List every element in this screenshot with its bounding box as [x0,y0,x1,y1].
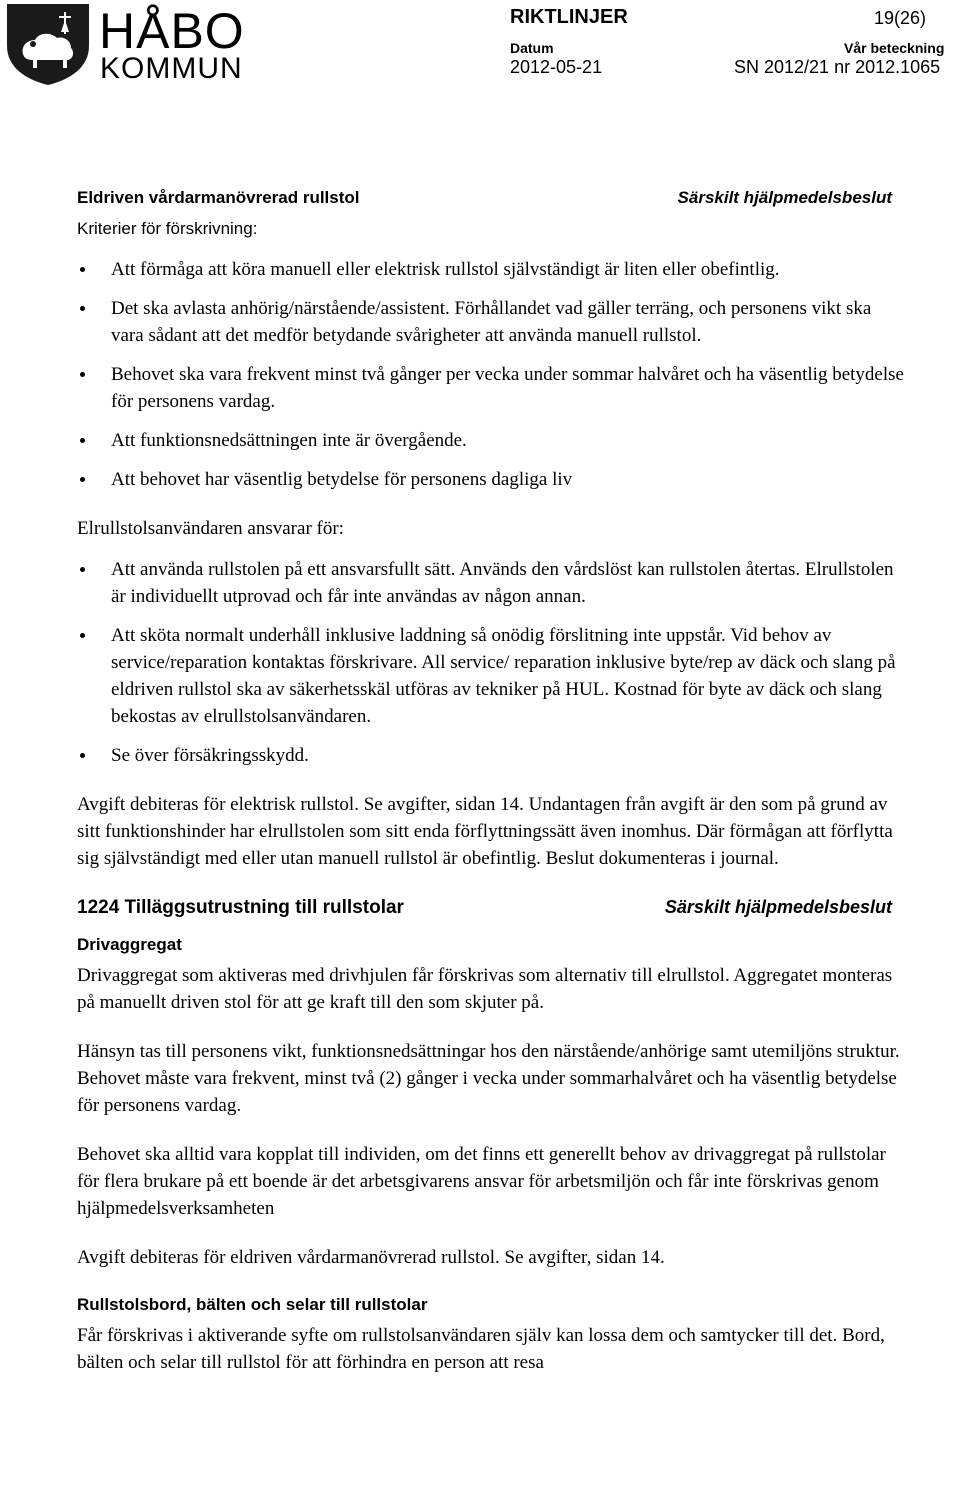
list-item: Se över försäkringsskydd. [77,742,907,769]
list-item: Behovet ska vara frekvent minst två gånger per vecka under sommar halvåret och ha väsentlig betydelse för personens vardag. [77,361,907,415]
logo-text-kommun: KOMMUN [100,52,243,85]
responsible-list [77,556,907,769]
section1-decision-tag: Särskilt hjälpmedelsbeslut [677,188,892,207]
section2-title: 1224 Tilläggsutrustning till rullstolar [77,897,404,918]
tables-belts-paragraph: Får förskrivas i aktiverande syfte om rullstolsanvändaren själv kan lossa dem och samtycker till det. Bord, bälten och selar till rullstol för att förhindra en person att resa [77,1325,885,1373]
date-value: 2012-05-21 [510,57,603,77]
document-body [77,184,907,1376]
section2-decision-tag: Särskilt hjälpmedelsbeslut [664,897,892,917]
document-type: RIKTLINJER [510,6,628,28]
section2-heading-row [77,894,892,921]
list-item: Att förmåga att köra manuell eller elektrisk rullstol självständigt är liten eller obefintlig. [77,256,907,283]
coat-of-arms-icon [3,2,95,86]
logo-text-habo: HÅBO [99,3,245,59]
municipality-logo [3,2,245,86]
drive-unit-paragraph-2: Hänsyn tas till personens vikt, funktionsnedsättningar hos den närstående/anhörige samt utemiljöns struktur. Behovet måste vara frekvent, minst två (2) gånger i vecka under sommarhalvåret och ha väsentlig betydelse för personens vardag. [77,1041,900,1116]
list-item: Att funktionsnedsättningen inte är övergående. [77,427,907,454]
drive-unit-paragraph-3: Behovet ska alltid vara kopplat till individen, om det finns ett generellt behov av drivaggregat på rullstolar för flera brukare på ett boende är det arbetsgivarens ansvar för arbetsmiljön och får inte förskrivas genom hjälpmedelsverksamheten [77,1144,886,1219]
fee-paragraph: Avgift debiteras för elektrisk rullstol. Se avgifter, sidan 14. Undantagen från avgift är den som på grund av sitt funktionshinder har elrullstolen som sitt enda förflyttningssätt även inomhus. Där förmågan att förflytta sig självständigt med eller utan manuell rullstol är obefintlig. Beslut dokumenteras i journal. [77,794,893,869]
section1-title: Eldriven vårdarmanövrerad rullstol [77,188,360,207]
drive-unit-paragraph-4: Avgift debiteras för eldriven vårdarmanövrerad rullstol. Se avgifter, sidan 14. [77,1247,665,1268]
date-label: Datum [510,40,554,56]
list-item: Att sköta normalt underhåll inklusive laddning så onödig förslitning inte uppstår. Vid behov av service/reparation kontaktas förskrivare. All service/ reparation inklusive byte/rep av däck och slang på eldriven rullstol ska av säkerhetsskäl utföras av tekniker på HUL. Kostnad för byte av däck och slang bekostas av elrullstolsanvändaren. [77,622,907,730]
drive-unit-paragraph-1: Drivaggregat som aktiveras med drivhjulen får förskrivas som alternativ till elrullstol. Aggregatet monteras på manuellt driven stol för att ge kraft till den som skjuter på. [77,965,893,1013]
criteria-list [77,256,907,493]
list-item: Att använda rullstolen på ett ansvarsfullt sätt. Används den vårdslöst kan rullstolen återtas. Elrullstolen är individuellt utprovad och får inte användas av någon annan. [77,556,907,610]
section1-heading-row [77,184,892,211]
reference-label: Vår beteckning [844,40,945,56]
drive-unit-heading: Drivaggregat [77,935,182,954]
list-item: Att behovet har väsentlig betydelse för personens dagliga liv [77,466,907,493]
reference-value: SN 2012/21 nr 2012.1065 [734,57,941,77]
tables-belts-heading: Rullstolsbord, bälten och selar till rullstolar [77,1295,428,1314]
list-item: Det ska avlasta anhörig/närstående/assistent. Förhållandet vad gäller terräng, och personens vikt ska vara sådant att det medför betydande svårigheter att använda manuell rullstol. [77,295,907,349]
criteria-label: Kriterier för förskrivning: [77,219,258,238]
page-number: 19(26) [874,8,927,28]
responsible-label: Elrullstolsanvändaren ansvarar för: [77,518,344,539]
